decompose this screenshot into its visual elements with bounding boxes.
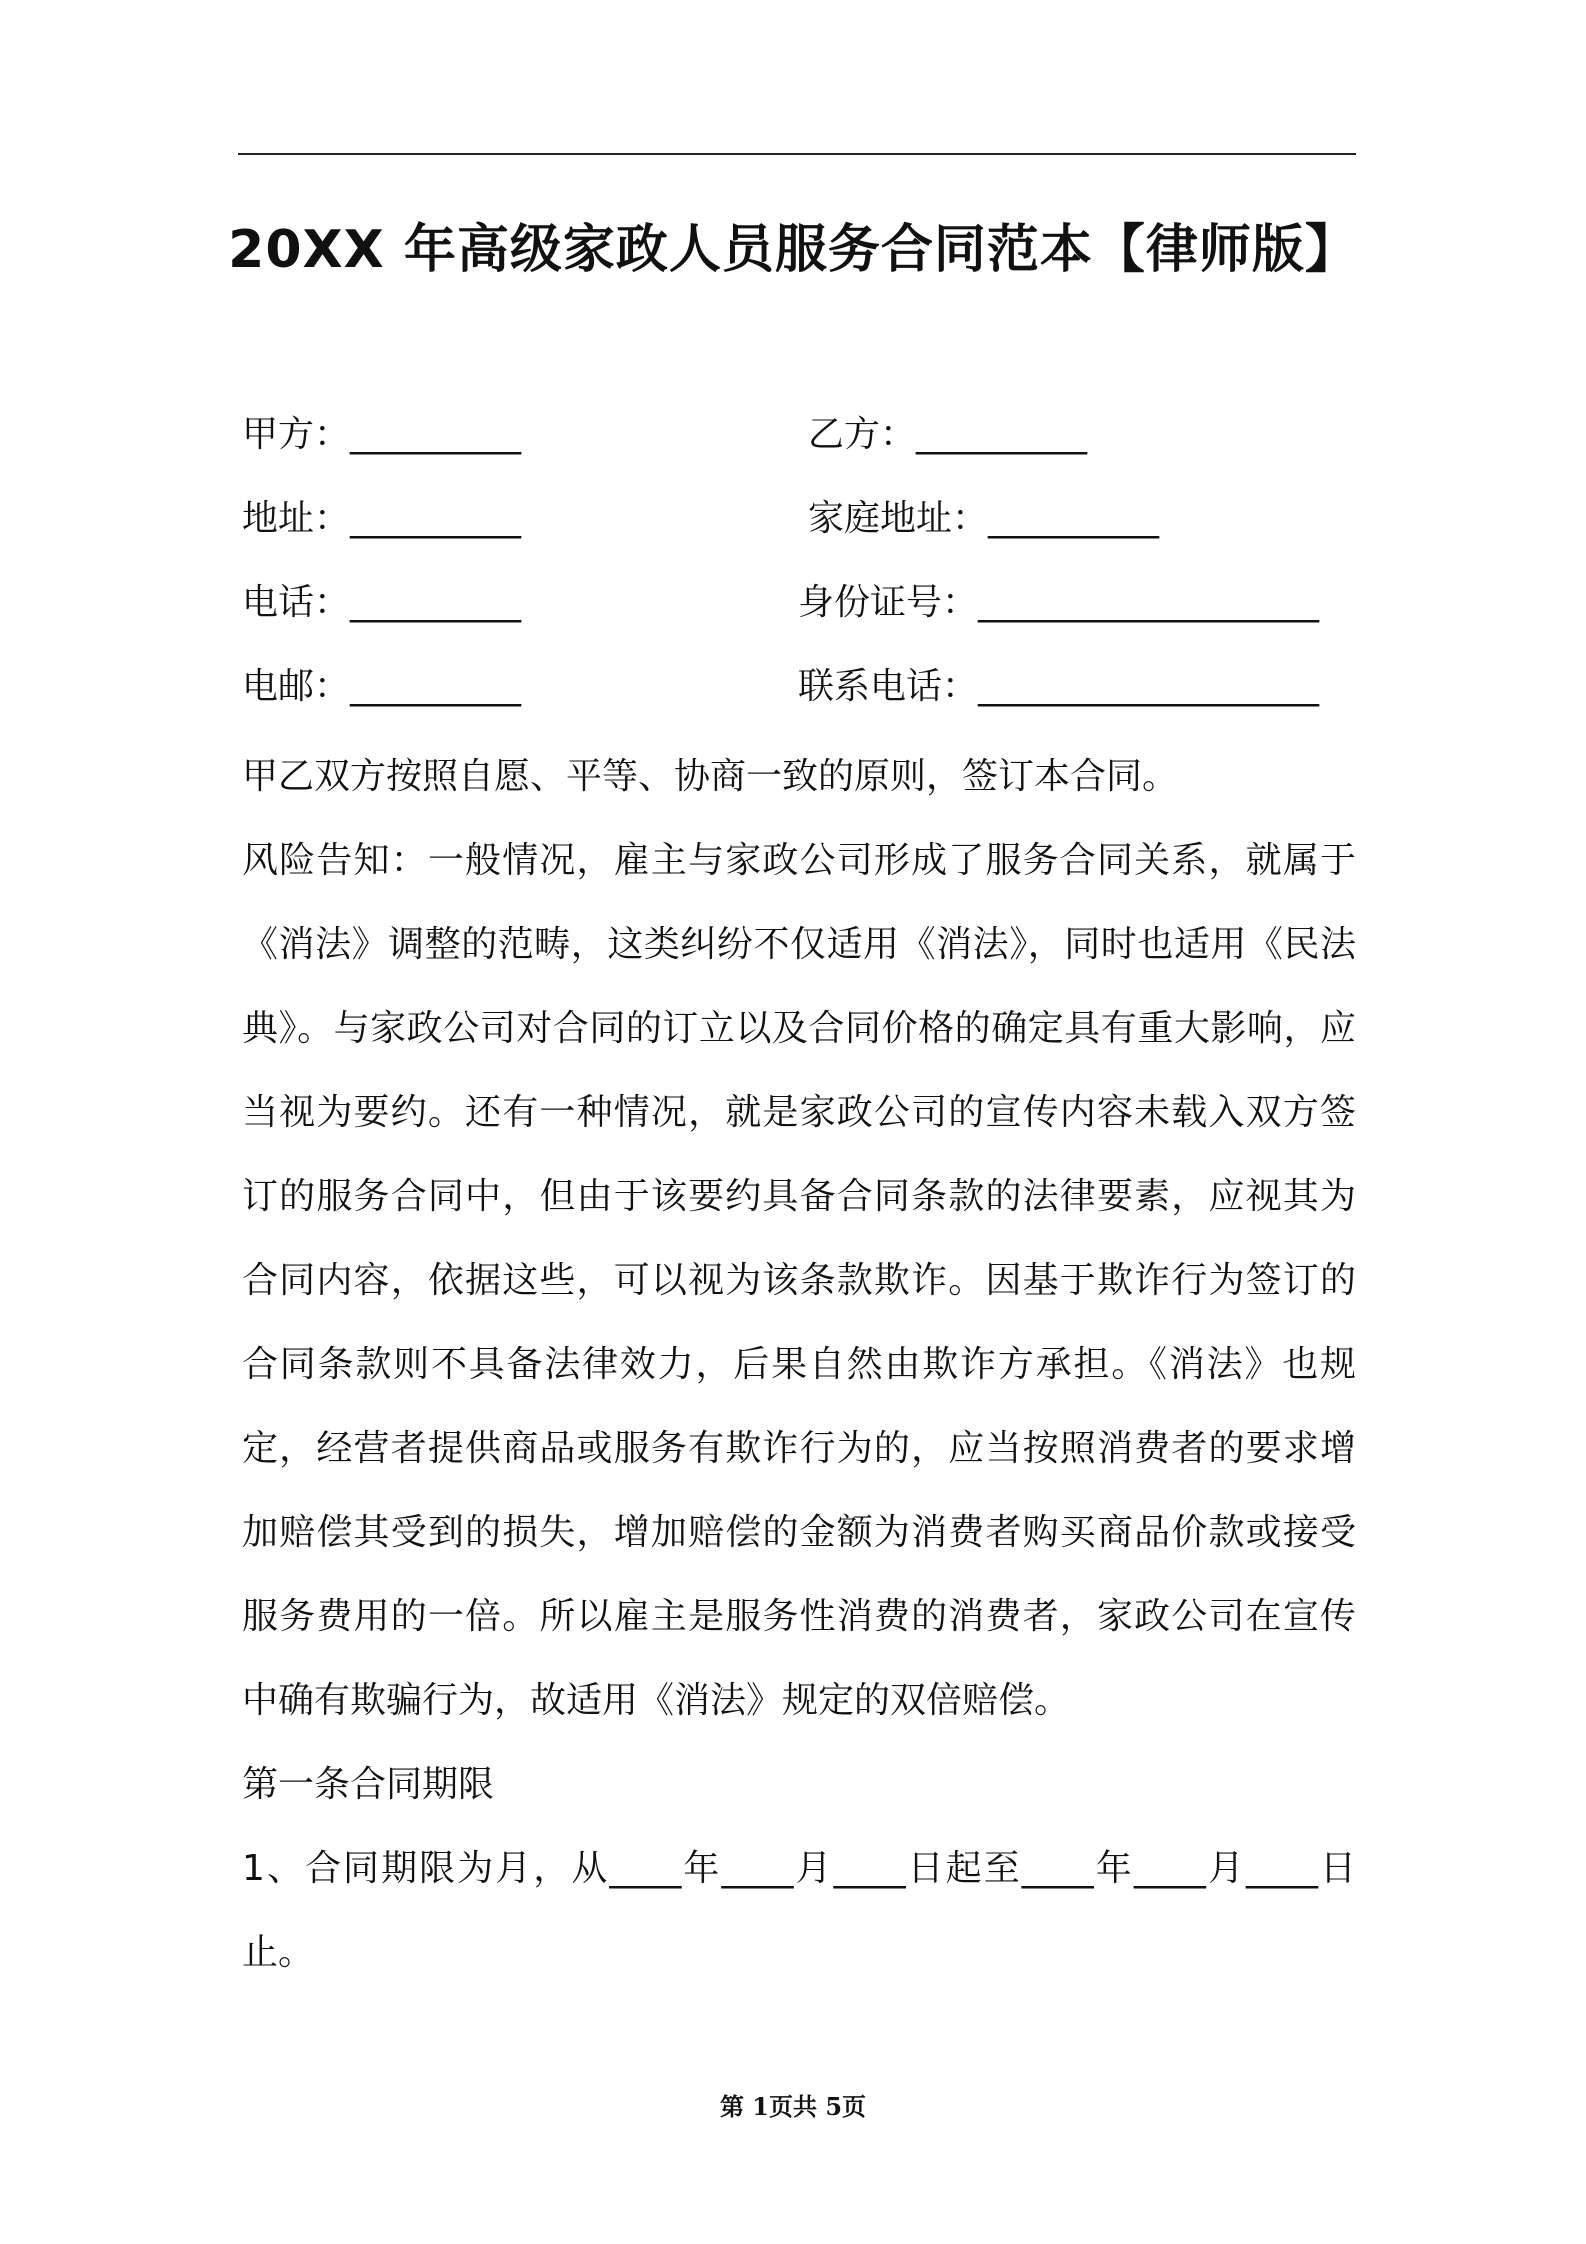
party-row-2 — [242, 484, 1356, 568]
email-label: 电邮： — [242, 666, 351, 707]
party-a-blank: __________ — [350, 414, 521, 455]
contract-body — [242, 735, 1356, 1995]
party-b-blank: __________ — [916, 414, 1087, 455]
risk-notice-paragraph: 风险告知：一般情况，雇主与家政公司形成了服务合同关系，就属于《消法》调整的范畴，这类纠纷不仅适用《消法》，同时也适用《民法典》。与家政公司对合同的订立以及合同价格的确定具有重大影响，应当视为要约。还有一种情况，就是家政公司的宣传内容未载入双方签订的服务合同中，但由于该要约具备合同条款的法律要素，应视其为合同内容，依据这些，可以视为该条款欺诈。因基于欺诈行为签订的合同条款则不具备法律效力，后果自然由欺诈方承担。《消法》也规定，经营者提供商品或服务有欺诈行为的，应当按照消费者的要求增加赔偿其受到的损失，增加赔偿的金额为消费者购买商品价款或接受服务费用的一倍。所以雇主是服务性消费的消费者，家政公司在宣传中确有欺骗行为，故适用《消法》规定的双倍赔偿。 — [242, 840, 1356, 1721]
party-b-label: 乙方： — [808, 414, 917, 455]
party-a-field — [242, 400, 520, 470]
address-label: 地址： — [242, 498, 351, 539]
email-blank: __________ — [350, 666, 521, 707]
header-rule — [238, 153, 1356, 155]
party-row-4 — [242, 652, 1356, 736]
contact-phone-field — [798, 652, 1318, 722]
party-b-field — [808, 400, 1086, 470]
contact-phone-blank: ____________________ — [978, 666, 1319, 707]
document-title: 20XX 年高级家政人员服务合同范本【律师版】 — [228, 220, 1358, 280]
address-field — [242, 484, 520, 554]
id-number-label: 身份证号： — [798, 582, 979, 623]
party-info-grid — [242, 400, 1356, 736]
home-address-label: 家庭地址： — [808, 498, 989, 539]
party-row-1 — [242, 400, 1356, 484]
intro-paragraph: 甲乙双方按照自愿、平等、协商一致的原则，签订本合同。 — [242, 756, 1179, 797]
id-number-blank: ____________________ — [978, 582, 1319, 623]
party-a-label: 甲方： — [242, 414, 351, 455]
phone-field — [242, 568, 520, 638]
home-address-blank: __________ — [988, 498, 1159, 539]
email-field — [242, 652, 520, 722]
id-number-field — [798, 568, 1318, 638]
party-row-3 — [242, 568, 1356, 652]
phone-label: 电话： — [242, 582, 351, 623]
article-1-heading: 第一条合同期限 — [242, 1764, 495, 1805]
contact-phone-label: 联系电话： — [798, 666, 979, 707]
article-1-clause-1: 1、合同期限为月，从____年____月____日起至____年____月____日止。 — [242, 1848, 1356, 1973]
page-number: 第 1页共 5页 — [719, 2092, 867, 2121]
home-address-field — [808, 484, 1158, 554]
phone-blank: __________ — [350, 582, 521, 623]
address-blank: __________ — [350, 498, 521, 539]
